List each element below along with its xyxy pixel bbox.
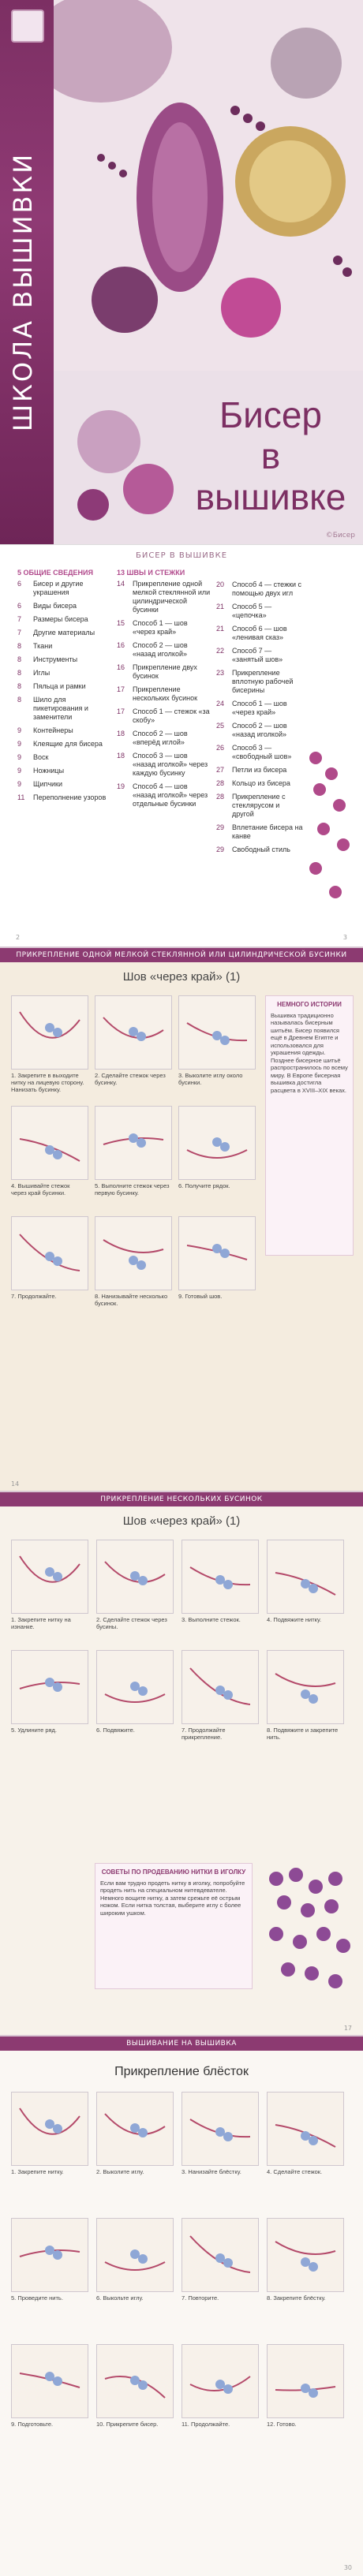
toc-entry[interactable] [117, 641, 211, 659]
step-photo [11, 1216, 88, 1290]
step-6 [96, 1650, 172, 1734]
toc-entry-title: Прикрепление с стеклярусом и другой [232, 793, 286, 818]
step-caption: 11. Продолжайте. [182, 2421, 230, 2428]
lesson2-running-head: ПРИКРЕПЛЕНИЕ НЕСКОЛЬКИХ БУСИНОК [0, 1492, 363, 1506]
step-2 [95, 995, 170, 1086]
toc-entry-title: Шило для пикетирования и заменители [33, 696, 88, 721]
toc-page-number: 11 [17, 793, 25, 801]
step-caption: 9. Готовый шов. [178, 1293, 223, 1300]
step-caption: 7. Продолжайте. [11, 1293, 57, 1300]
toc-section-heading: 5 ОБЩИЕ СВЕДЕНИЯ [17, 569, 93, 577]
toc-page-number: 21 [216, 603, 225, 610]
toc-page-number: 17 [117, 685, 125, 693]
toc-page-number: 14 [117, 580, 125, 588]
toc-entry-title: Иглы [33, 669, 51, 677]
step-caption: 3. Выполните стежок. [182, 1616, 241, 1623]
step-2 [96, 2092, 172, 2175]
toc-entry[interactable] [216, 766, 303, 775]
toc-entry-title: Способ 2 — шов «вперёд иглой» [133, 730, 188, 746]
step-5 [95, 1106, 170, 1197]
toc-page-number: 23 [216, 669, 225, 677]
toc-page-number: 6 [17, 602, 22, 610]
beads-pile-illustration [260, 1855, 355, 2013]
step-photo [267, 1540, 344, 1614]
toc-entry[interactable] [216, 722, 303, 739]
toc-entry[interactable] [117, 752, 211, 778]
toc-entry[interactable] [117, 580, 211, 614]
step-4 [267, 1540, 342, 1623]
toc-entry-title: Ткани [33, 642, 53, 650]
toc-page-number: 18 [117, 730, 125, 737]
step-caption: 2. Сделайте стежок через бусины. [96, 1616, 167, 1630]
toc-entry[interactable] [216, 603, 303, 620]
step-8 [95, 1216, 170, 1307]
step-caption: 8. Нанизывайте несколько бусинок. [95, 1293, 168, 1307]
step-photo [11, 1650, 88, 1724]
step-photo [95, 1216, 172, 1290]
step-6 [178, 1106, 254, 1189]
page-number: 17 [343, 2025, 352, 2032]
book-title-line2: в вышивке [195, 435, 346, 517]
step-photo [178, 1106, 256, 1180]
step-photo [11, 1106, 88, 1180]
toc-entry-title: Способ 4 — шов «назад иголкой» через отдельные бусинки [133, 782, 208, 808]
toc-column-1 [17, 569, 112, 807]
step-caption: 5. Выполните стежок через первую бусинку. [95, 1182, 170, 1197]
contents-beads-illustration [300, 742, 363, 916]
toc-page-number: 15 [117, 619, 125, 627]
toc-entry[interactable] [17, 669, 112, 678]
toc-entry-title: Виды бисера [33, 602, 77, 610]
toc-page-number: 9 [17, 780, 22, 788]
toc-entry-title: Прикрепление двух бусинок [133, 663, 197, 680]
step-1 [11, 2092, 87, 2175]
step-8 [267, 2218, 342, 2302]
toc-entry[interactable] [17, 615, 112, 624]
step-9 [178, 1216, 254, 1300]
step-5 [11, 1650, 87, 1734]
toc-entry[interactable] [216, 823, 303, 841]
step-photo [178, 995, 256, 1070]
toc-entry[interactable] [17, 580, 112, 597]
toc-page-number: 8 [17, 655, 22, 663]
toc-entry-title: Контейнеры [33, 726, 73, 734]
step-photo [267, 2092, 344, 2166]
cover-sidebar [0, 0, 54, 544]
toc-entry[interactable] [117, 619, 211, 637]
step-photo [182, 1650, 259, 1724]
step-3 [182, 1540, 257, 1623]
toc-entry[interactable] [17, 740, 112, 749]
step-10 [96, 2344, 172, 2428]
step-2 [96, 1540, 172, 1630]
toc-entry[interactable] [216, 779, 303, 788]
toc-page-number: 29 [216, 846, 225, 853]
toc-page-number: 9 [17, 740, 22, 748]
step-photo [95, 1106, 172, 1180]
toc-page-number: 17 [117, 707, 125, 715]
toc-entry-title: Вплетание бисера на канве [232, 823, 303, 840]
toc-entry-title: Способ 1 — шов «через край» [133, 619, 188, 636]
toc-entry[interactable] [216, 846, 303, 854]
toc-entry[interactable] [216, 744, 303, 761]
lesson2-title: Шов «через край» (1) [122, 1514, 241, 1528]
step-caption: 6. Выкольте иглу. [96, 2294, 144, 2302]
lesson1-title: Шов «через край» (1) [122, 970, 241, 984]
history-heading: НЕМНОГО ИСТОРИИ [277, 1001, 342, 1008]
toc-page-number: 8 [17, 669, 22, 677]
step-caption: 5. Удлините ряд. [11, 1727, 58, 1734]
step-12 [267, 2344, 342, 2428]
step-photo [11, 2092, 88, 2166]
step-3 [182, 2092, 257, 2175]
step-5 [11, 2218, 87, 2302]
step-caption: 1. Закрепите нитку на изнанке. [11, 1616, 71, 1630]
step-4 [267, 2092, 342, 2175]
toc-page-number: 9 [17, 767, 22, 775]
toc-page-number: 19 [117, 782, 125, 790]
toc-entry-title: Клеящие для бисера [33, 740, 103, 748]
toc-column-3 [216, 569, 303, 859]
step-1 [11, 995, 87, 1093]
series-logo [11, 9, 44, 43]
toc-entry[interactable] [216, 647, 303, 664]
toc-entry[interactable] [216, 581, 303, 598]
step-caption: 2. Выколите иглу. [96, 2168, 144, 2175]
step-photo [96, 2218, 174, 2292]
step-caption: 7. Повторите. [182, 2294, 219, 2302]
lesson3-title: Прикрепление блёсток [114, 2065, 249, 2078]
toc-entry-title: Прикрепление нескольких бусинок [133, 685, 198, 702]
toc-page-number: 18 [117, 752, 125, 760]
toc-page-number: 8 [17, 696, 22, 704]
step-caption: 4. Подвяжите нитку. [267, 1616, 322, 1623]
toc-page-number: 21 [216, 625, 225, 633]
toc-entry[interactable] [17, 753, 112, 762]
step-4 [11, 1106, 87, 1197]
toc-entry[interactable] [117, 782, 211, 808]
step-6 [96, 2218, 172, 2302]
toc-entry[interactable] [17, 602, 112, 610]
step-caption: 6. Получите рядок. [178, 1182, 230, 1189]
step-photo [182, 2344, 259, 2418]
toc-entry[interactable] [216, 625, 303, 642]
step-caption: 1. Закрепите нитку. [11, 2168, 64, 2175]
toc-entry-title: Способ 1 — стежок «за скобу» [133, 707, 210, 724]
toc-entry[interactable] [17, 642, 112, 651]
tips-text: Если вам трудно продеть нитку в иголку, попробуйте продеть нить на специальном нитевдевателе. Немного вощите нитку, а затем срежьте её острым ножом. Если нитка толстая, выберите иглу с более широким ушком. [100, 1879, 245, 1917]
cover-bead-illustration [54, 0, 363, 371]
step-caption: 5. Проведите нить. [11, 2294, 63, 2302]
step-photo [182, 2092, 259, 2166]
toc-entry[interactable] [117, 730, 211, 747]
step-9 [11, 2344, 87, 2428]
step-11 [182, 2344, 257, 2428]
toc-page-number: 16 [117, 641, 125, 649]
tips-heading: СОВЕТЫ ПО ПРОДЕВАНИЮ НИТКИ В ИГОЛКУ [101, 1869, 246, 1876]
lesson-page-3 [0, 2035, 363, 2576]
step-7 [182, 2218, 257, 2302]
toc-entry-title: Прикрепление вплотную рабочей бисерины [232, 669, 294, 694]
tips-box [95, 1863, 253, 1989]
step-photo [96, 1650, 174, 1724]
toc-entry-title: Другие материалы [33, 629, 95, 637]
step-photo [95, 995, 172, 1070]
contents-running-head: БИСЕР В ВЫШИВКЕ [135, 551, 228, 560]
toc-entry[interactable] [117, 707, 211, 725]
book-title [188, 394, 354, 517]
credit-text: ©Бисер [325, 532, 355, 539]
step-caption: 4. Вышивайте стежок через край бусинки. [11, 1182, 70, 1197]
toc-page-number: 28 [216, 793, 225, 801]
toc-page-number: 24 [216, 700, 225, 707]
toc-entry-title: Способ 3 — «свободный шов» [232, 744, 292, 760]
toc-page-number: 25 [216, 722, 225, 730]
step-caption: 3. Нанизайте блёстку. [182, 2168, 241, 2175]
toc-entry-title: Кольцо из бисера [232, 779, 290, 787]
step-caption: 8. Закрепите блёстку. [267, 2294, 326, 2302]
toc-entry-title: Способ 3 — шов «назад иголкой» через каждую бусинку [133, 752, 208, 777]
toc-entry[interactable] [117, 685, 211, 703]
toc-column-2 [117, 569, 211, 813]
toc-entry[interactable] [17, 696, 112, 722]
toc-page-number: 7 [17, 629, 22, 637]
lesson-page-2 [0, 1491, 363, 2037]
step-7 [182, 1650, 257, 1741]
toc-section-heading: 13 ШВЫ И СТЕЖКИ [117, 569, 185, 577]
step-caption: 6. Подвяжите. [96, 1727, 135, 1734]
cover-page [0, 0, 363, 544]
lesson-page-1 [0, 946, 363, 1492]
toc-entry-title: Способ 6 — шов «ленивая сказ» [232, 625, 287, 641]
toc-entry-title: Способ 4 — стежки с помощью двух игл [232, 581, 302, 597]
toc-entry-title: Способ 2 — шов «назад иголкой» [232, 722, 287, 738]
toc-entry[interactable] [216, 669, 303, 695]
lesson3-running-head: ВЫШИВАНИЕ НА ВЫШИВКА [0, 2037, 363, 2051]
step-caption: 10. Прикрепите бисер. [96, 2421, 159, 2428]
toc-entry-title: Свободный стиль [232, 846, 290, 853]
toc-page-number: 8 [17, 682, 22, 690]
step-caption: 4. Сделайте стежок. [267, 2168, 323, 2175]
history-text: Вышивка традиционно называлась бисерным шитьём. Бисер появился ещё в Древнем Египте и использовался для украшения одежды. Позднее бисерное шитьё распространилось по всему миру. В Европе бисерная вышивка достигла расцвета в XVIII–XIX веках. [271, 1011, 348, 1094]
step-photo [267, 1650, 344, 1724]
toc-entry-title: Прикрепление одной мелкой стеклянной или цилиндрической бусинки [133, 580, 211, 614]
toc-entry-title: Инструменты [33, 655, 78, 663]
toc-page-number: 27 [216, 766, 225, 774]
toc-entry[interactable] [17, 780, 112, 789]
step-1 [11, 1540, 87, 1630]
toc-page-number: 22 [216, 647, 225, 655]
series-title: ШКОЛА ВЫШИВКИ [8, 151, 38, 432]
toc-entry[interactable] [17, 767, 112, 775]
page-number: 14 [11, 1480, 20, 1488]
step-photo [267, 2344, 344, 2418]
page-number: 30 [343, 2564, 352, 2571]
toc-page-number: 16 [117, 663, 125, 671]
step-caption: 1. Закрепите в выходите нитку на лицевую сторону. Нанизать бусинку. [11, 1072, 84, 1093]
step-photo [96, 2344, 174, 2418]
banner-beads-illustration [62, 386, 180, 536]
toc-page-number: 8 [17, 642, 22, 650]
toc-entry-title: Способ 7 — «занятый шов» [232, 647, 283, 663]
cover-banner [54, 371, 363, 544]
step-caption: 8. Подвяжите и закрепите нить. [267, 1727, 339, 1741]
toc-entry[interactable] [17, 629, 112, 637]
toc-entry-title: Способ 1 — шов «через край» [232, 700, 287, 716]
toc-entry[interactable] [17, 793, 112, 802]
toc-page-number: 6 [17, 580, 22, 588]
step-caption: 12. Готово. [267, 2421, 297, 2428]
step-8 [267, 1650, 342, 1741]
page-number-right: 3 [342, 934, 347, 941]
toc-page-number: 29 [216, 823, 225, 831]
toc-entry[interactable] [216, 793, 303, 819]
step-photo [11, 2344, 88, 2418]
toc-entry-title: Ножницы [33, 767, 65, 775]
step-photo [11, 995, 88, 1070]
toc-entry-title: Способ 5 — «цепочка» [232, 603, 272, 619]
book-title-line1: Бисер [219, 394, 323, 435]
toc-page-number: 7 [17, 615, 22, 623]
toc-entry-title: Способ 2 — шов «назад иголкой» [133, 641, 188, 658]
toc-entry[interactable] [17, 726, 112, 735]
step-photo [11, 2218, 88, 2292]
step-photo [182, 1540, 259, 1614]
step-7 [11, 1216, 87, 1300]
step-photo [267, 2218, 344, 2292]
toc-entry-title: Пяльца и рамки [33, 682, 86, 690]
toc-entry-title: Размеры бисера [33, 615, 88, 623]
toc-entry-title: Петли из бисера [232, 766, 287, 774]
toc-entry[interactable] [17, 682, 112, 691]
contents-page [0, 544, 363, 947]
step-photo [182, 2218, 259, 2292]
toc-page-number: 28 [216, 779, 225, 787]
toc-entry[interactable] [216, 700, 303, 717]
page-number-left: 2 [16, 934, 21, 941]
step-caption: 9. Подготовьте. [11, 2421, 54, 2428]
step-photo [11, 1540, 88, 1614]
toc-entry[interactable] [117, 663, 211, 681]
toc-page-number: 9 [17, 753, 22, 761]
toc-entry-title: Щипчики [33, 780, 63, 788]
step-caption: 2. Сделайте стежок через бусинку. [95, 1072, 166, 1086]
step-photo [178, 1216, 256, 1290]
toc-entry[interactable] [17, 655, 112, 664]
lesson1-running-head: ПРИКРЕПЛЕНИЕ ОДНОЙ МЕЛКОЙ СТЕКЛЯННОЙ ИЛИ ЦИЛИНДРИЧЕСКОЙ БУСИНКИ [0, 948, 363, 962]
step-caption: 3. Выколите иглу около бусинки. [178, 1072, 243, 1086]
step-3 [178, 995, 254, 1086]
toc-page-number: 20 [216, 581, 225, 588]
step-caption: 7. Продолжайте прикрепление. [182, 1727, 226, 1741]
step-photo [96, 1540, 174, 1614]
toc-page-number: 9 [17, 726, 22, 734]
step-photo [96, 2092, 174, 2166]
toc-entry-title: Переполнение узоров [33, 793, 107, 801]
toc-entry-title: Бисер и другие украшения [33, 580, 84, 596]
toc-entry-title: Воск [33, 753, 49, 761]
toc-page-number: 26 [216, 744, 225, 752]
history-sidebar [265, 995, 354, 1256]
